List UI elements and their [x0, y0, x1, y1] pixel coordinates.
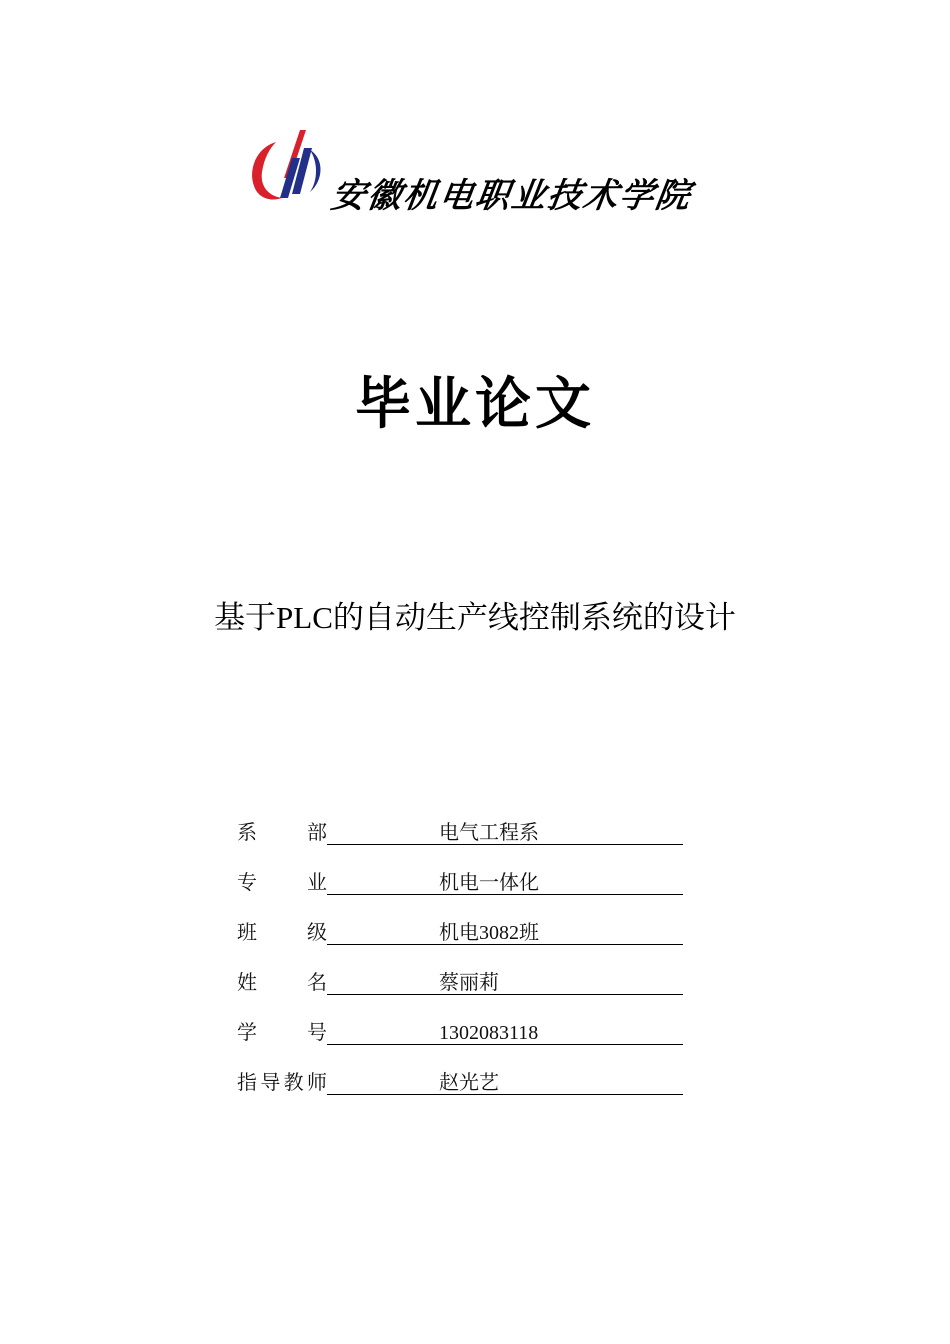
info-row-name [237, 968, 697, 1018]
label-char: 师 [306, 1072, 327, 1094]
info-label [237, 968, 327, 998]
underline [327, 1094, 683, 1095]
document-type-title: 毕业论文 [355, 372, 595, 437]
label-char: 业 [307, 872, 327, 894]
student-info-block [237, 818, 697, 1118]
label-char: 教 [283, 1072, 304, 1094]
info-value: 机电3082班 [439, 922, 539, 944]
info-row-major [237, 868, 697, 918]
label-char: 部 [307, 822, 327, 844]
info-label [237, 868, 327, 898]
school-logo [248, 128, 324, 202]
underline [327, 994, 683, 995]
info-row-department [237, 818, 697, 868]
logo-red-crescent [252, 142, 282, 200]
info-row-advisor [237, 1068, 697, 1118]
label-char: 姓 [237, 972, 257, 994]
logo-blue-swoosh [310, 150, 321, 192]
label-char: 学 [237, 1022, 257, 1044]
label-char: 系 [237, 822, 257, 844]
school-header [248, 128, 748, 218]
label-char: 指 [237, 1072, 257, 1094]
info-label [237, 918, 327, 948]
info-value: 赵光艺 [439, 1072, 499, 1094]
school-name: 安徽机电职业技术学院 [328, 176, 695, 216]
info-value: 机电一体化 [439, 872, 539, 894]
label-char: 班 [237, 922, 257, 944]
info-row-student-id [237, 1018, 697, 1068]
info-label [237, 1068, 327, 1098]
info-value: 电气工程系 [439, 822, 539, 844]
info-label [237, 1018, 327, 1048]
label-char: 级 [307, 922, 327, 944]
info-value: 蔡丽莉 [439, 972, 499, 994]
info-value: 1302083118 [439, 1022, 539, 1044]
label-char: 专 [237, 872, 257, 894]
info-row-class [237, 918, 697, 968]
label-char: 名 [307, 972, 327, 994]
info-label [237, 818, 327, 848]
label-char: 号 [307, 1022, 327, 1044]
thesis-title: 基于PLC的自动生产线控制系统的设计 [214, 600, 736, 635]
label-char: 导 [260, 1072, 281, 1094]
